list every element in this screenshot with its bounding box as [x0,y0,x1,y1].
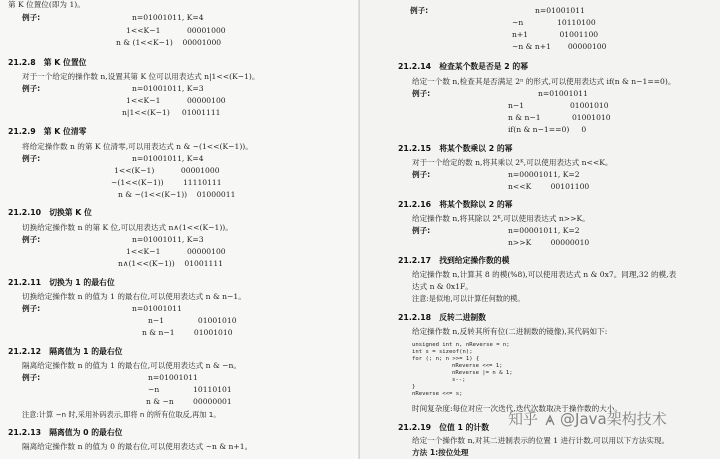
text-line: 例子: [412,89,431,98]
code-line: for (; n; n >>= 1) { [412,356,480,362]
text-line: 达式 n & 0x1F。 [412,282,473,291]
text-line: n & (1<<K−1) 00001000 [116,38,222,47]
text-line: 例子: [22,13,41,22]
text-line: ~n & n+1 00000100 [512,42,607,51]
text-line: 给定操作数 n,将其除以 2ᴷ,可以使用表达式 n>>K。 [412,214,590,223]
text-line: n=01001011 [132,304,182,313]
text-line: n>>K 00000010 [508,238,590,247]
text-line: 隔离给定操作数 n 的值为 0 的最右位,可以使用表达式 ~n & n+1。 [22,442,253,451]
section-heading: 21.2.16 将某个数除以 2 的幂 [398,200,513,209]
text-line: 将给定操作数 n 的第 K 位清零,可以用表达式 n & ~(1<<(K−1))。 [22,142,253,151]
text-line: 例子: [410,6,429,15]
code-line: unsigned int n, nReverse = n; [412,342,510,348]
at-icon [543,414,557,429]
code-line: nReverse <<= 1; [452,363,503,369]
text-line: n∧(1<<(K−1)) 01001111 [118,259,224,268]
text-line: 例子: [22,154,41,163]
text-line: 切换给定操作数 n 的第 K 位,可以用表达式 n∧(1<<(K−1))。 [22,223,233,232]
section-heading: 21.2.18 反转二进制数 [398,313,486,322]
text-line: 1<<K−1 00001000 [126,26,226,35]
section-heading: 21.2.12 隔离值为 1 的最右位 [8,347,123,356]
text-line: n|1<<(K−1) 01001111 [122,108,221,117]
section-heading: 21.2.9 第 K 位清零 [8,127,87,136]
text-line: n=00001011, K=2 [508,226,580,235]
text-line: n=01001011, K=3 [132,84,204,93]
text-line: 例子: [412,170,431,179]
code-line: nReverse <<= s; [412,391,463,397]
text-line: 1<<K−1 00000100 [126,96,226,105]
section-heading: 21.2.15 将某个数乘以 2 的幂 [398,144,513,153]
right-page [360,0,720,459]
text-line: 例子: [412,226,431,235]
code-line: } [412,384,416,390]
section-heading: 21.2.19 位值 1 的计数 [398,423,490,432]
text-line: 给定操作数 n,计算其 8 的模(%8),可以使用表达式 n & 0x7。同理,32 的模,表 [412,270,677,279]
text-line: −n 10110101 [148,385,232,394]
text-line: 给定操作数 n,反转其所有位(二进制数的镜像),其代码如下: [412,327,608,336]
text-line: 对于一个给定的数 n,将其乘以 2ᴷ,可以使用表达式 n<<K。 [412,158,613,167]
text-line: 切换给定操作数 n 的值为 1 的最右位,可以使用表达式 n & n−1。 [22,292,246,301]
watermark-prefix: 知乎 [508,410,539,428]
text-line: n−1 01001010 [508,101,609,110]
text-line: n=00001011, K=2 [508,170,580,179]
section-heading: 21.2.11 切换为 1 的最右位 [8,278,115,287]
text-line: n=01001011 [535,6,585,15]
text-line: n=01001011 [148,373,198,382]
text-line: 例子: [22,235,41,244]
code-line: int s = sizeof(n); [412,349,473,355]
text-line: if(n & n−1==0) 0 [508,125,587,134]
text-line: n & −n 00000001 [146,397,232,406]
text-line: n & n−1 01001010 [508,113,611,122]
watermark [508,412,667,429]
section-heading: 21.2.14 检查某个数是否是 2 的幂 [398,62,529,71]
text-line: 1<<(K−1) 00001000 [114,166,220,175]
text-line: n=01001011, K=4 [132,13,204,22]
section-heading: 21.2.10 切换第 K 位 [8,208,92,217]
section-heading: 21.2.13 隔离值为 0 的最右位 [8,428,123,437]
text-line: 例子: [22,373,41,382]
text-line: n+1 01001100 [512,30,599,39]
text-line: n & ~(1<<(K−1)) 01000011 [118,190,236,199]
section-heading: 21.2.17 找到给定操作数的模 [398,256,510,265]
text-line: 时间复杂度:每位对应一次迭代,迭代次数取决于操作数的大小。 [412,404,623,413]
text-line: ~n 10110100 [512,18,596,27]
text-line: 例子: [22,84,41,93]
text-line: 1<<K−1 00000100 [126,247,226,256]
watermark-text: @Java架构技术 [560,410,667,428]
text-line: 隔离给定操作数 n 的值为 1 的最右位,可以使用表达式 n & −n。 [22,361,241,370]
text-line: ~(1<<(K−1)) 11110111 [111,178,222,187]
text-line: 方法 1:按位处理 [412,448,469,457]
text-line: n & n−1 01001010 [142,328,233,337]
text-line: 给定一个操作数 n,对其二进制表示的位置 1 进行计数,可以用以下方法实现。 [412,436,670,445]
text-line: n<<K 00101100 [508,182,590,191]
text-line: n=01001011 [538,89,588,98]
text-line: 给定一个数 n,检查其是否满足 2ⁿ 的形式,可以使用表达式 if(n & n−1==0)。 [412,77,676,86]
text-line: 第 K 位置位(即为 1)。 [8,0,85,9]
text-line: 注意:计算 −n 时,采用补码表示,即将 n 的所有位取反,再加 1。 [22,410,221,419]
text-line: 注意:是似地,可以计算任何数的模。 [412,294,525,303]
code-line: s--; [452,377,466,383]
text-line: n=01001011, K=4 [132,154,204,163]
text-line: n−1 01001010 [148,316,237,325]
section-heading: 21.2.8 第 K 位置位 [8,58,87,67]
text-line: n=01001011, K=3 [132,235,204,244]
text-line: 对于一个给定的操作数 n,设置其第 K 位可以用表达式 n|1<<(K−1)。 [22,72,260,81]
text-line: 例子: [22,304,41,313]
code-line: nReverse |= n & 1; [452,370,513,376]
